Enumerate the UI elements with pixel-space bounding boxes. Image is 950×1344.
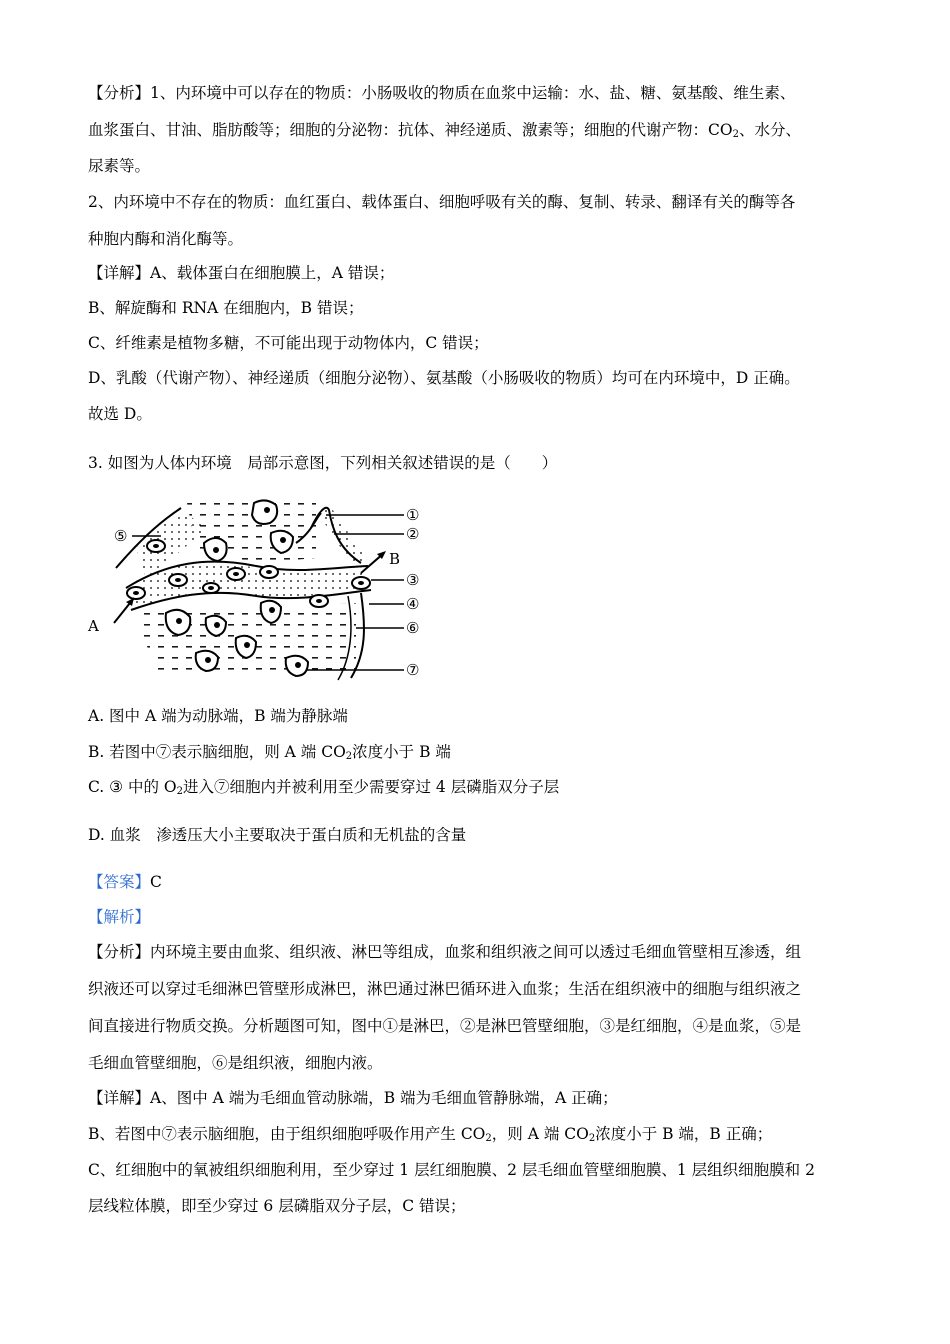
label-3: ③ — [406, 571, 420, 589]
label-6: ⑥ — [406, 619, 420, 637]
answer-value: C — [150, 873, 162, 891]
text-line: 尿素等。 — [88, 157, 151, 175]
analysis-tag: 【解析】 — [88, 908, 151, 926]
text-line: C、红细胞中的氧被组织细胞利用，至少穿过 1 层红细胞膜、2 层毛细血管壁细胞膜、1 层组织细胞膜和 2 — [88, 1161, 815, 1179]
text-line: 层线粒体膜，即至少穿过 6 层磷脂双分子层，C 错误； — [88, 1197, 466, 1215]
text-line: 【分析】1、内环境中可以存在的物质：小肠吸收的物质在血浆中运输：水、盐、糖、氨基酸、维生素、 — [88, 84, 796, 102]
text-line: B、解旋酶和 RNA 在细胞内，B 错误； — [88, 299, 364, 317]
answer-tag: 【答案】 — [88, 873, 151, 891]
label-4: ④ — [406, 595, 420, 613]
text-line: 【详解】A、载体蛋白在细胞膜上，A 错误； — [88, 264, 395, 282]
text-line: 织液还可以穿过毛细淋巴管壁形成淋巴，淋巴通过淋巴循环进入血浆；生活在组织液中的细胞与组织液之 — [88, 980, 802, 998]
question-stem: 3. 如图为人体内环境 局部示意图，下列相关叙述错误的是（ ） — [88, 454, 558, 472]
option-a: A. 图中 A 端为动脉端，B 端为静脉端 — [88, 707, 348, 725]
answer-line — [88, 871, 162, 893]
text-line: 间直接进行物质交换。分析题图可知，图中①是淋巴，②是淋巴管壁细胞，③是红细胞，④是血浆，⑤是 — [88, 1017, 802, 1035]
label-1: ① — [406, 506, 420, 524]
option-c: C. ③ 中的 $O_2$进入⑦细胞内并被利用至少需要穿过 4 层磷脂双分子层 — [88, 778, 560, 797]
option-b: B. 若图中⑦表示脑细胞，则 A 端 $CO_2$浓度小于 B 端 — [88, 743, 451, 762]
text-line: 血浆蛋白、甘油、脂肪酸等；细胞的分泌物：抗体、神经递质、激素等；细胞的代谢产物：$CO_2$、水分、 — [88, 121, 801, 140]
text-line: D、乳酸（代谢产物）、神经递质（细胞分泌物）、氨基酸（小肠吸收的物质）均可在内环境中，D 正确。 — [88, 369, 800, 387]
text-line: 毛细血管壁细胞，⑥是组织液，细胞内液。 — [88, 1054, 383, 1072]
option-d: D. 血浆 渗透压大小主要取决于蛋白质和无机盐的含量 — [88, 826, 467, 844]
text-line: 2、内环境中不存在的物质：血红蛋白、载体蛋白、细胞呼吸有关的酶、复制、转录、翻译有关的酶等各 — [88, 193, 796, 211]
label-end-b: B — [389, 550, 401, 568]
text-line: 故选 D。 — [88, 405, 152, 423]
label-2: ② — [406, 525, 420, 543]
label-5: ⑤ — [114, 527, 128, 545]
text-line: C、纤维素是植物多糖，不可能出现于动物体内，C 错误； — [88, 334, 489, 352]
label-end-a: A — [88, 617, 99, 635]
text-line: B、若图中⑦表示脑细胞，由于组织细胞呼吸作用产生 $CO_2$，则 A 端 $CO_2$浓度小于 B 端，B 正确； — [88, 1125, 773, 1144]
text-line: 【详解】A、图中 A 端为毛细血管动脉端，B 端为毛细血管静脉端，A 正确； — [88, 1089, 618, 1107]
text-line: 【分析】内环境主要由血浆、组织液、淋巴等组成，血浆和组织液之间可以透过毛细血管壁相互渗透，组 — [88, 943, 802, 961]
label-7: ⑦ — [406, 661, 420, 679]
internal-environment-diagram — [86, 488, 431, 688]
text-line: 种胞内酶和消化酶等。 — [88, 230, 244, 248]
